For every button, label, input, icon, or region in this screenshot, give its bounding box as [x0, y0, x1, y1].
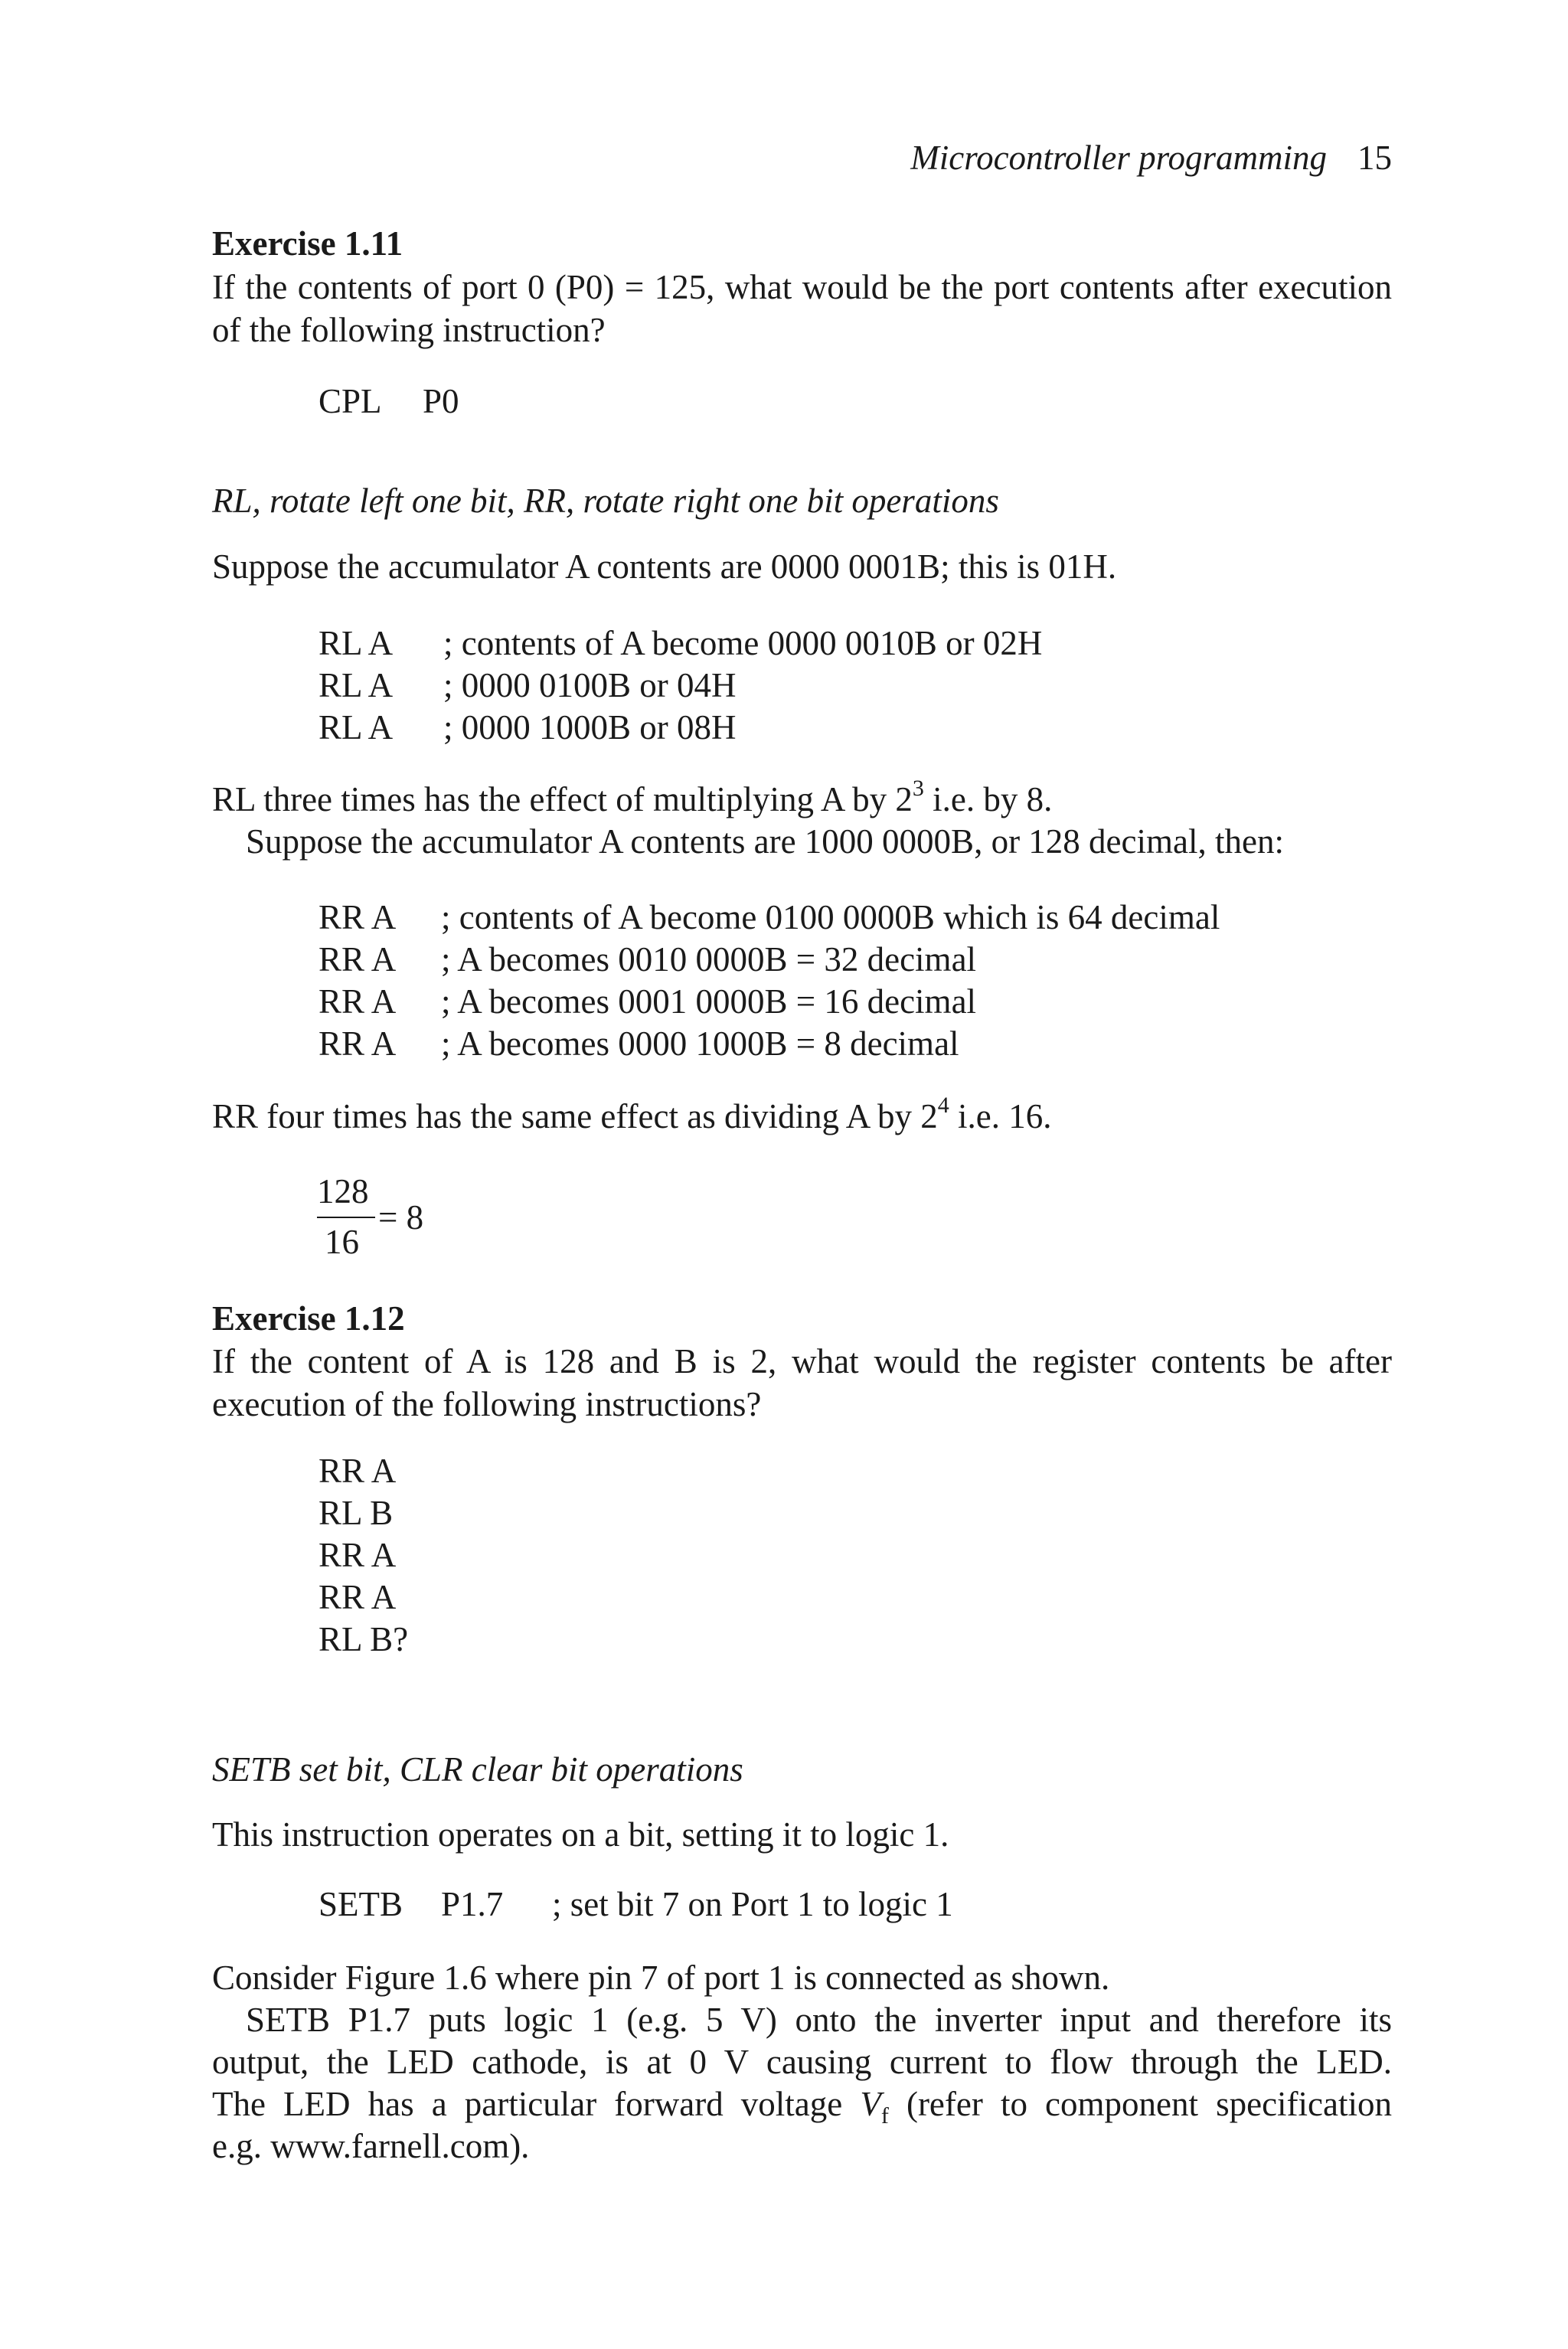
exercise-1-12-title: Exercise 1.12 — [212, 1299, 405, 1338]
code-mnemonic: RR A — [318, 898, 397, 936]
code-mnemonic: RR A — [318, 940, 397, 978]
rr-summary-exponent: 4 — [937, 1093, 949, 1118]
code-mnemonic: RR A — [318, 982, 397, 1021]
code-cpl — [318, 380, 459, 423]
code-line — [318, 896, 1220, 939]
code-mnemonic: CPL — [318, 382, 382, 420]
rr-summary — [212, 1095, 1052, 1138]
code-line — [318, 622, 1042, 665]
rl-summary-tail: i.e. by 8. — [923, 780, 1053, 818]
fraction-result: = 8 — [378, 1198, 424, 1237]
code-comment: ; contents of A become 0100 0000B which is 64 decimal — [441, 898, 1220, 936]
exercise-1-11-title: Exercise 1.11 — [212, 224, 403, 263]
code-mnemonic: RL A — [318, 666, 394, 704]
code-line: RR A — [318, 1536, 397, 1574]
fraction-denominator: 16 — [325, 1223, 359, 1261]
running-header — [0, 136, 1392, 179]
forward-voltage-symbol: V — [860, 2085, 881, 2123]
rr-intro: Suppose the accumulator A contents are 1000 0000B, or 128 decimal, then: — [246, 822, 1284, 861]
code-comment: ; set bit 7 on Port 1 to logic 1 — [552, 1885, 953, 1923]
code-mnemonic: RL A — [318, 708, 394, 747]
code-operand: P0 — [423, 382, 459, 420]
code-comment: ; 0000 1000B or 08H — [443, 708, 737, 747]
fraction-bar — [317, 1217, 375, 1218]
code-line: RR A — [318, 1452, 397, 1490]
code-line — [318, 980, 976, 1023]
code-mnemonic: SETB — [318, 1885, 403, 1923]
rr-summary-text: RR four times has the same effect as dividing A by 2 — [212, 1097, 938, 1135]
section-heading-setb: SETB set bit, CLR clear bit operations — [212, 1750, 743, 1789]
running-title: Microcontroller programming — [910, 139, 1327, 177]
setb-para-line: output, the LED cathode, is at 0 V causing current to flow through the LED. — [212, 2043, 1392, 2081]
exercise-1-11-text: If the contents of port 0 (P0) = 125, what would be the port contents after execution of the following instruction? — [212, 268, 1392, 349]
setb-para-text: (refer to component specification — [888, 2085, 1392, 2123]
code-mnemonic: RR A — [318, 1024, 397, 1063]
code-line: RL B — [318, 1494, 394, 1532]
rr-summary-tail: i.e. 16. — [949, 1097, 1052, 1135]
rl-summary — [212, 778, 1052, 821]
code-setb — [318, 1883, 953, 1926]
fraction-numerator: 128 — [317, 1172, 369, 1210]
setb-para-text: The LED has a particular forward voltage — [212, 2085, 861, 2123]
code-line — [318, 938, 976, 981]
code-line: RL B? — [318, 1620, 409, 1658]
code-comment: ; contents of A become 0000 0010B or 02H — [443, 624, 1043, 662]
code-comment: ; A becomes 0001 0000B = 16 decimal — [441, 982, 977, 1021]
section-heading-rotate: RL, rotate left one bit, RR, rotate right one bit operations — [212, 482, 999, 520]
exercise-1-12-text: If the content of A is 128 and B is 2, what would the register contents be after execution of the following instructions? — [212, 1342, 1392, 1423]
code-line — [318, 706, 737, 749]
code-mnemonic: RL A — [318, 624, 394, 662]
code-line — [318, 664, 737, 707]
rl-summary-exponent: 3 — [912, 776, 924, 801]
code-comment: ; A becomes 0010 0000B = 32 decimal — [441, 940, 977, 978]
setb-intro: This instruction operates on a bit, setting it to logic 1. — [212, 1815, 949, 1854]
rl-summary-text: RL three times has the effect of multiplying A by 2 — [212, 780, 913, 818]
code-line — [318, 1022, 959, 1065]
consider-line: Consider Figure 1.6 where pin 7 of port 1 is connected as shown. — [212, 1959, 1110, 1997]
page-number: 15 — [1357, 139, 1392, 177]
code-line: RR A — [318, 1578, 397, 1616]
forward-voltage-subscript: f — [880, 2103, 889, 2128]
setb-para-line: e.g. www.farnell.com). — [212, 2127, 530, 2165]
code-comment: ; A becomes 0000 1000B = 8 decimal — [441, 1024, 959, 1063]
rotate-intro: Suppose the accumulator A contents are 0000 0001B; this is 01H. — [212, 547, 1117, 586]
setb-para-line: SETB P1.7 puts logic 1 (e.g. 5 V) onto the inverter input and therefore its — [246, 2001, 1392, 2039]
code-comment: ; 0000 0100B or 04H — [443, 666, 737, 704]
fraction-equation — [314, 1170, 467, 1265]
setb-para-line — [212, 2083, 1392, 2128]
code-operand: P1.7 — [441, 1885, 504, 1923]
